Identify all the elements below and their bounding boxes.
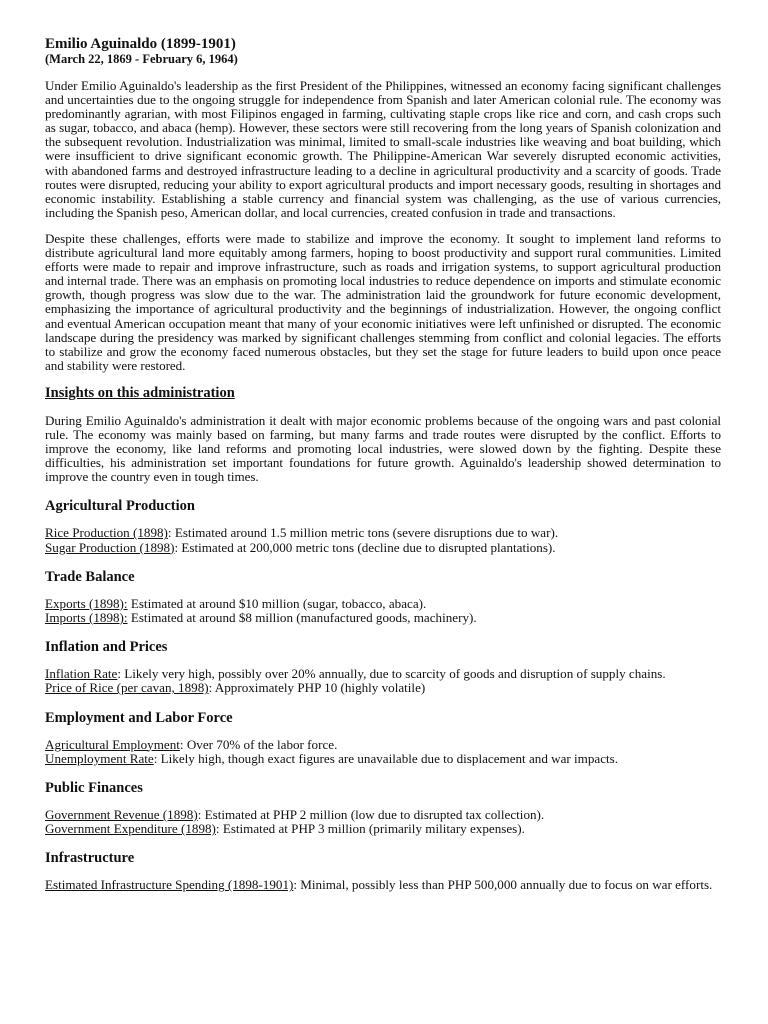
section-heading-employment-and-labor-force: Employment and Labor Force [45, 709, 233, 726]
stat-value: : Estimated at 200,000 metric tons (decline due to disrupted plantations). [174, 539, 556, 555]
stat-item-rice-production [45, 526, 721, 540]
document-dates: (March 22, 1869 - February 6, 1964) [45, 52, 238, 66]
stat-value: : Approximately PHP 10 (highly volatile) [208, 680, 426, 696]
section-heading-agricultural-production: Agricultural Production [45, 498, 195, 515]
stat-label: Unemployment Rate [45, 750, 154, 766]
intro-paragraph-2: Despite these challenges, efforts were made to stabilize and improve the economy. It sought to implement land reforms to distribute agricultural land more equitably among farmers, hoping to boost productivity and support rural communities. Limited efforts were made to repair and improve infrastructure, such as roads and irrigation systems, to support agricultural production and internal trade. There was an emphasis on promoting local industries to reduce dependence on imports and stimulate economic growth, though progress was slow due to the war. The administration laid the groundwork for future economic development, emphasizing the importance of agricultural productivity and the beginnings of industrialization. However, the ongoing conflict and eventual American occupation meant that many of your economic initiatives were left unfinished or disrupted. The economic landscape during the presidency was marked by significant challenges stemming from conflict and colonial legacies. The efforts to stabilize and grow the economy faced numerous obstacles, but they set the stage for future leaders to build upon once peace and stability were restored. [45, 230, 721, 373]
stat-label: Government Expenditure (1898) [45, 821, 216, 837]
stat-value: : Estimated at PHP 3 million (primarily military expenses). [215, 821, 525, 837]
stat-value: : Estimated at PHP 2 million (low due to disrupted tax collection). [197, 806, 545, 822]
stat-item-infrastructure-spending [45, 878, 721, 892]
stat-label: Agricultural Employment [45, 736, 180, 752]
document-title: Emilio Aguinaldo (1899-1901) [45, 36, 236, 52]
section-heading-infrastructure: Infrastructure [45, 850, 135, 867]
stat-value: : Minimal, possibly less than PHP 500,000 annually due to focus on war efforts. [293, 877, 713, 893]
stat-value: : Estimated around 1.5 million metric tons (severe disruptions due to war). [167, 525, 559, 541]
section-heading-inflation-and-prices: Inflation and Prices [45, 639, 168, 656]
stat-value: : Likely high, though exact figures are unavailable due to displacement and war impacts. [153, 750, 619, 766]
stat-label: Rice Production (1898) [45, 525, 168, 541]
stat-label: Sugar Production (1898) [45, 539, 175, 555]
stat-value: : Over 70% of the labor force. [179, 736, 338, 752]
stat-label: Estimated Infrastructure Spending (1898-1901) [45, 877, 294, 893]
insights-paragraph: During Emilio Aguinaldo's administration it dealt with major economic problems because of the ongoing wars and past colonial rule. The economy was mainly based on farming, but many farms and trade routes were disrupted by the conflict. Efforts to improve the economy, like land reforms and promoting local industries, were slowed down by the fighting. Despite these difficulties, his administration set important foundations for future growth. Aguinaldo's leadership showed determination to improve the country even in tough times. [45, 412, 721, 485]
stat-item-agricultural-employment [45, 738, 721, 752]
intro-paragraph-1: Under Emilio Aguinaldo's leadership as the first President of the Philippines, witnessed an economy facing significant challenges and uncertainties due to the ongoing struggle for independence from Spanish and later American colonial rule. The economy was predominantly agrarian, with most Filipinos engaged in farming, cultivating staple crops like rice and corn, and cash crops such as sugar, tobacco, and abaca (hemp). However, these sectors were still recovering from the long years of Spanish colonization and the subsequent revolution. Industrialization was minimal, limited to small-scale industries like weaving and boat building, which were insufficient to drive significant economic growth. The Philippine-American War severely disrupted economic activities, with abandoned farms and destroyed infrastructure leading to a decline in agricultural productivity and a scarcity of goods. Trade routes were disrupted, reducing your ability to export agricultural products and import necessary goods, resulting in shortages and economic instability. Establishing a stable currency and financial system was challenging, as the use of various currencies, including the Spanish peso, American dollar, and local currencies, created confusion in trade and transactions. [45, 78, 721, 220]
stat-label: Exports (1898): [45, 595, 128, 611]
stat-label: Inflation Rate [45, 666, 118, 682]
stat-value: Estimated at around $10 million (sugar, tobacco, abaca). [127, 595, 427, 611]
stat-label: Government Revenue (1898) [45, 806, 198, 822]
stat-label: Price of Rice (per cavan, 1898) [45, 680, 209, 696]
document-page [45, 36, 721, 893]
stat-item-government-revenue [45, 808, 721, 822]
section-heading-trade-balance: Trade Balance [45, 568, 135, 585]
stat-item-imports [45, 611, 721, 625]
stat-value: : Likely very high, possibly over 20% annually, due to scarcity of goods and disruption of supply chains. [117, 666, 666, 682]
section-heading-public-finances: Public Finances [45, 779, 143, 796]
stat-item-unemployment-rate [45, 752, 721, 766]
stat-item-government-expenditure [45, 822, 721, 836]
insights-heading: Insights on this administration [45, 384, 235, 401]
stat-item-price-of-rice [45, 681, 721, 695]
stat-label: Imports (1898): [45, 609, 128, 625]
stat-item-exports [45, 597, 721, 611]
stat-item-sugar-production [45, 541, 721, 555]
stat-value: Estimated at around $8 million (manufactured goods, machinery). [127, 609, 477, 625]
stat-item-inflation-rate [45, 667, 721, 681]
